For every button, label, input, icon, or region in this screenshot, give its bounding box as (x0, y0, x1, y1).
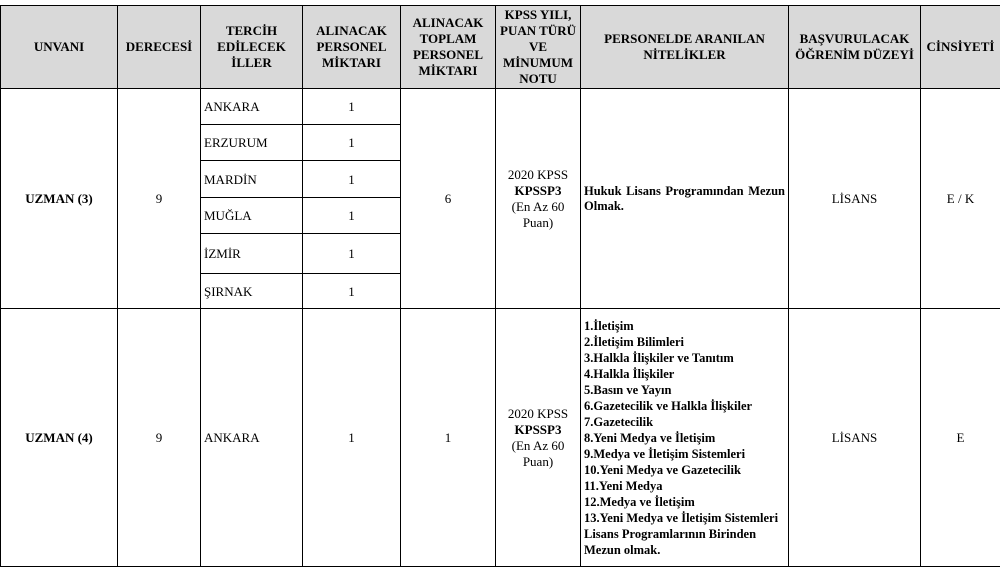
kpss-code: KPSSP3 (514, 182, 562, 198)
list-item: 9.Medya ve İletişim Sistemleri (584, 446, 746, 461)
header-kpss: KPSS YILI, PUAN TÜRÜ VE MİNUMUM NOTU (496, 6, 581, 89)
header-row (1, 6, 1000, 89)
education-level: LİSANS (789, 309, 921, 567)
kpss-min: (En Az 60 Puan) (511, 198, 565, 230)
list-item: 1.İletişim (584, 318, 634, 333)
kpss-info (496, 89, 581, 309)
position-title: UZMAN (4) (1, 309, 118, 567)
kpss-info (496, 309, 581, 567)
header-unvani: UNVANI (1, 6, 118, 89)
qualification-text: Hukuk Lisans Programından Mezun Olmak. (581, 89, 789, 309)
count-cell: 1 (303, 274, 401, 309)
header-alinacak: ALINACAK PERSONEL MİKTARI (303, 6, 401, 89)
list-item: 8.Yeni Medya ve İletişim (584, 430, 716, 445)
list-item: 11.Yeni Medya (584, 478, 663, 493)
list-item: Lisans Programlarının Birinden Mezun olmak. (584, 526, 757, 557)
city-cell: ANKARA (201, 89, 303, 125)
position-title: UZMAN (3) (1, 89, 118, 309)
count-cell: 1 (303, 234, 401, 274)
count-cell: 1 (303, 309, 401, 567)
list-item: 2.İletişim Bilimleri (584, 334, 684, 349)
list-item: 7.Gazetecilik (584, 414, 654, 429)
count-cell: 1 (303, 198, 401, 234)
degree-value: 9 (118, 309, 201, 567)
gender-value: E / K (921, 89, 1000, 309)
kpss-year: 2020 KPSS (507, 166, 569, 182)
count-cell: 1 (303, 161, 401, 198)
city-cell: MUĞLA (201, 198, 303, 234)
list-item: 5.Basın ve Yayın (584, 382, 672, 397)
kpss-min: (En Az 60 Puan) (511, 437, 565, 469)
count-cell: 1 (303, 125, 401, 161)
header-cinsiyet: CİNSİYETİ (921, 6, 1000, 89)
city-cell: ERZURUM (201, 125, 303, 161)
total-count: 1 (401, 309, 496, 567)
city-cell: ŞIRNAK (201, 274, 303, 309)
city-cell: ANKARA (201, 309, 303, 567)
kpss-year: 2020 KPSS (507, 405, 569, 421)
list-item: 10.Yeni Medya ve Gazetecilik (584, 462, 741, 477)
table-row (1, 309, 1000, 567)
kpss-code: KPSSP3 (514, 421, 562, 437)
gender-value: E (921, 309, 1000, 567)
list-item: 4.Halkla İlişkiler (584, 366, 675, 381)
city-cell: İZMİR (201, 234, 303, 274)
education-level: LİSANS (789, 89, 921, 309)
city-cell: MARDİN (201, 161, 303, 198)
header-nitelikler: PERSONELDE ARANILAN NİTELİKLER (581, 6, 789, 89)
job-table (0, 5, 1000, 567)
degree-value: 9 (118, 89, 201, 309)
total-count: 6 (401, 89, 496, 309)
header-ogrenim: BAŞVURULACAK ÖĞRENİM DÜZEYİ (789, 6, 921, 89)
list-item: 12.Medya ve İletişim (584, 494, 695, 509)
header-derecesi: DERECESİ (118, 6, 201, 89)
list-item: 6.Gazetecilik ve Halkla İlişkiler (584, 398, 753, 413)
table-row (1, 89, 1000, 125)
list-item: 3.Halkla İlişkiler ve Tanıtım (584, 350, 734, 365)
count-cell: 1 (303, 89, 401, 125)
qualification-list (581, 309, 789, 567)
header-tercih: TERCİH EDİLECEK İLLER (201, 6, 303, 89)
header-toplam: ALINACAK TOPLAM PERSONEL MİKTARI (401, 6, 496, 89)
list-item: 13.Yeni Medya ve İletişim Sistemleri (584, 510, 779, 525)
